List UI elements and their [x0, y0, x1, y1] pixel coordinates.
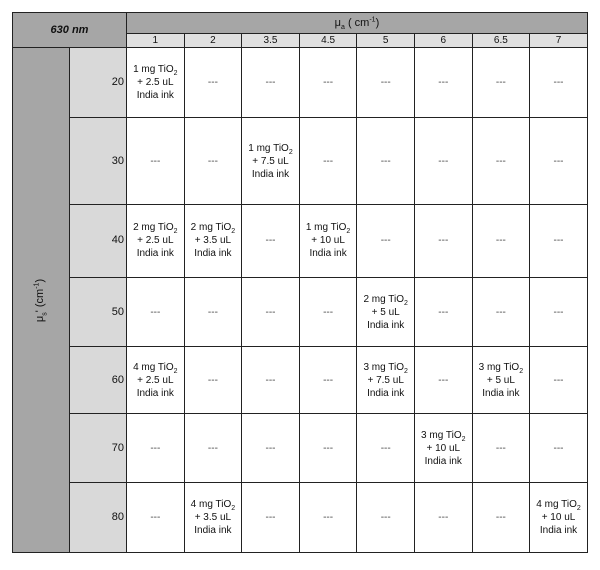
- empty-dash: ---: [438, 306, 449, 318]
- row-header-mus: 20: [70, 48, 127, 118]
- empty-dash: ---: [207, 442, 218, 454]
- empty-dash: ---: [265, 511, 276, 523]
- empty-cell: [530, 414, 588, 482]
- empty-cell: [127, 277, 185, 346]
- empty-cell: [242, 204, 300, 277]
- recipe-ink-volume: + 3.5 uL: [194, 235, 232, 247]
- table-row: [13, 347, 588, 414]
- empty-cell: [472, 414, 530, 482]
- empty-cell: [242, 48, 300, 118]
- recipe-ink-label: India ink: [136, 387, 174, 399]
- empty-cell: [472, 204, 530, 277]
- recipe-ink-label: India ink: [136, 248, 174, 260]
- recipe-ink-volume: + 10 uL: [426, 442, 461, 454]
- empty-dash: ---: [380, 511, 391, 523]
- recipe-cell: [414, 414, 472, 482]
- empty-dash: ---: [553, 155, 564, 167]
- recipe-ink-label: India ink: [424, 455, 462, 467]
- empty-cell: [530, 204, 588, 277]
- empty-dash: ---: [495, 511, 506, 523]
- table-row: [13, 277, 588, 346]
- row-header-mus: 30: [70, 118, 127, 204]
- recipe-ink-label: India ink: [367, 387, 405, 399]
- empty-dash: ---: [323, 511, 334, 523]
- column-header-mua: 5: [357, 34, 415, 48]
- empty-cell: [299, 48, 357, 118]
- empty-cell: [184, 277, 242, 346]
- empty-cell: [357, 482, 415, 552]
- recipe-ink-label: India ink: [194, 524, 232, 536]
- recipe-cell: [184, 204, 242, 277]
- recipe-cell: [299, 204, 357, 277]
- row-header-mus: 50: [70, 277, 127, 346]
- empty-dash: ---: [265, 374, 276, 386]
- recipe-ink-label: India ink: [309, 248, 347, 260]
- empty-cell: [357, 118, 415, 204]
- recipe-ink-label: India ink: [482, 387, 520, 399]
- empty-dash: ---: [495, 77, 506, 89]
- recipe-ink-label: India ink: [194, 248, 232, 260]
- empty-dash: ---: [207, 306, 218, 318]
- recipe-cell: [127, 204, 185, 277]
- recipe-ink-volume: + 10 uL: [311, 235, 345, 247]
- empty-cell: [127, 118, 185, 204]
- empty-dash: ---: [265, 235, 276, 247]
- empty-dash: ---: [438, 511, 449, 523]
- empty-cell: [472, 277, 530, 346]
- empty-dash: ---: [495, 442, 506, 454]
- recipe-cell: [357, 277, 415, 346]
- row-header-mus: 70: [70, 414, 127, 482]
- empty-cell: [357, 414, 415, 482]
- recipe-ink-volume: + 7.5 uL: [252, 155, 289, 167]
- empty-cell: [184, 118, 242, 204]
- empty-cell: [414, 118, 472, 204]
- column-header-mua: 6: [414, 34, 472, 48]
- table-row: [13, 48, 588, 118]
- table-row: [13, 482, 588, 552]
- column-header-mua: 2: [184, 34, 242, 48]
- recipe-ink-label: India ink: [367, 319, 405, 331]
- recipe-cell: [530, 482, 588, 552]
- empty-cell: [472, 482, 530, 552]
- empty-dash: ---: [438, 374, 449, 386]
- empty-dash: ---: [495, 306, 506, 318]
- recipe-cell: [127, 48, 185, 118]
- empty-cell: [299, 277, 357, 346]
- empty-dash: ---: [438, 235, 449, 247]
- empty-cell: [184, 414, 242, 482]
- recipe-ink-label: India ink: [136, 90, 174, 102]
- empty-cell: [357, 48, 415, 118]
- row-header-mus: 60: [70, 347, 127, 414]
- empty-cell: [530, 277, 588, 346]
- table-row: [13, 118, 588, 204]
- empty-cell: [414, 347, 472, 414]
- column-header-mua: 3.5: [242, 34, 300, 48]
- recipe-ink-label: India ink: [251, 168, 290, 180]
- scattering-coefficient-label: $\mu_s'$ $(cm^{-1})$: [13, 48, 70, 553]
- empty-cell: [414, 48, 472, 118]
- empty-dash: ---: [323, 77, 334, 89]
- empty-dash: ---: [150, 442, 161, 454]
- empty-dash: ---: [150, 511, 161, 523]
- empty-dash: ---: [380, 235, 391, 247]
- empty-dash: ---: [323, 306, 334, 318]
- recipe-tio2: 2 mg TiO$_2$: [190, 222, 236, 236]
- column-header-mua: 7: [530, 34, 588, 48]
- empty-cell: [414, 277, 472, 346]
- recipe-tio2: 2 mg TiO$_2$: [133, 222, 178, 236]
- recipe-ink-volume: + 3.5 uL: [194, 511, 232, 523]
- recipe-ink-volume: + 7.5 uL: [367, 374, 404, 386]
- recipe-ink-volume: + 2.5 uL: [137, 235, 174, 247]
- absorption-coefficient-header: $\mu_a$ ( $cm^{-1}$): [127, 13, 588, 34]
- recipe-cell: [127, 347, 185, 414]
- empty-cell: [472, 48, 530, 118]
- recipe-ink-volume: + 5 uL: [371, 306, 400, 318]
- empty-dash: ---: [380, 442, 391, 454]
- recipe-tio2: 1 mg TiO$_2$: [305, 222, 351, 236]
- empty-dash: ---: [207, 155, 218, 167]
- empty-dash: ---: [323, 374, 334, 386]
- empty-dash: ---: [265, 306, 276, 318]
- empty-dash: ---: [207, 374, 218, 386]
- empty-cell: [127, 414, 185, 482]
- empty-cell: [299, 118, 357, 204]
- recipe-ink-volume: + 5 uL: [486, 374, 515, 386]
- recipe-ink-volume: + 2.5 uL: [137, 77, 174, 89]
- row-header-mus: 80: [70, 482, 127, 552]
- empty-cell: [299, 347, 357, 414]
- recipe-tio2: 2 mg TiO$_2$: [363, 293, 408, 307]
- empty-cell: [414, 204, 472, 277]
- recipe-ink-volume: + 2.5 uL: [137, 374, 174, 386]
- empty-cell: [357, 204, 415, 277]
- recipe-cell: [357, 347, 415, 414]
- empty-cell: [299, 482, 357, 552]
- empty-dash: ---: [438, 77, 449, 89]
- column-header-mua: 4.5: [299, 34, 357, 48]
- empty-cell: [242, 277, 300, 346]
- recipe-cell: [184, 482, 242, 552]
- empty-cell: [184, 48, 242, 118]
- recipe-tio2: 1 mg TiO$_2$: [248, 142, 293, 156]
- recipe-cell: [472, 347, 530, 414]
- empty-dash: ---: [495, 155, 506, 167]
- empty-dash: ---: [553, 374, 564, 386]
- empty-dash: ---: [495, 235, 506, 247]
- recipe-tio2: 3 mg TiO$_2$: [363, 361, 408, 375]
- empty-dash: ---: [207, 77, 218, 89]
- recipe-ink-volume: + 10 uL: [541, 511, 576, 523]
- empty-dash: ---: [553, 442, 564, 454]
- empty-dash: ---: [265, 77, 276, 89]
- column-header-mua: 6.5: [472, 34, 530, 48]
- row-header-mus: 40: [70, 204, 127, 277]
- empty-dash: ---: [150, 306, 161, 318]
- empty-dash: ---: [553, 306, 564, 318]
- empty-dash: ---: [323, 442, 334, 454]
- empty-cell: [530, 48, 588, 118]
- empty-dash: ---: [265, 442, 276, 454]
- empty-cell: [242, 482, 300, 552]
- recipe-ink-label: India ink: [539, 524, 578, 536]
- recipe-tio2: 3 mg TiO$_2$: [421, 429, 466, 443]
- phantom-recipe-table: [12, 12, 588, 553]
- empty-dash: ---: [380, 77, 391, 89]
- empty-dash: ---: [553, 77, 564, 89]
- column-header-mua: 1: [127, 34, 185, 48]
- empty-cell: [127, 482, 185, 552]
- empty-cell: [530, 347, 588, 414]
- empty-cell: [184, 347, 242, 414]
- empty-dash: ---: [150, 155, 161, 167]
- empty-cell: [242, 414, 300, 482]
- recipe-tio2: 3 mg TiO$_2$: [478, 361, 524, 375]
- empty-dash: ---: [553, 235, 564, 247]
- recipe-tio2: 4 mg TiO$_2$: [536, 498, 581, 512]
- table-row: [13, 414, 588, 482]
- empty-cell: [530, 118, 588, 204]
- wavelength-label: 630 nm: [13, 13, 127, 48]
- empty-dash: ---: [380, 155, 391, 167]
- empty-cell: [242, 347, 300, 414]
- table-row: [13, 204, 588, 277]
- empty-dash: ---: [438, 155, 449, 167]
- empty-cell: [299, 414, 357, 482]
- recipe-tio2: 1 mg TiO$_2$: [133, 64, 178, 78]
- empty-cell: [472, 118, 530, 204]
- recipe-cell: [242, 118, 300, 204]
- recipe-tio2: 4 mg TiO$_2$: [190, 498, 236, 512]
- empty-cell: [414, 482, 472, 552]
- empty-dash: ---: [323, 155, 334, 167]
- recipe-tio2: 4 mg TiO$_2$: [133, 361, 178, 375]
